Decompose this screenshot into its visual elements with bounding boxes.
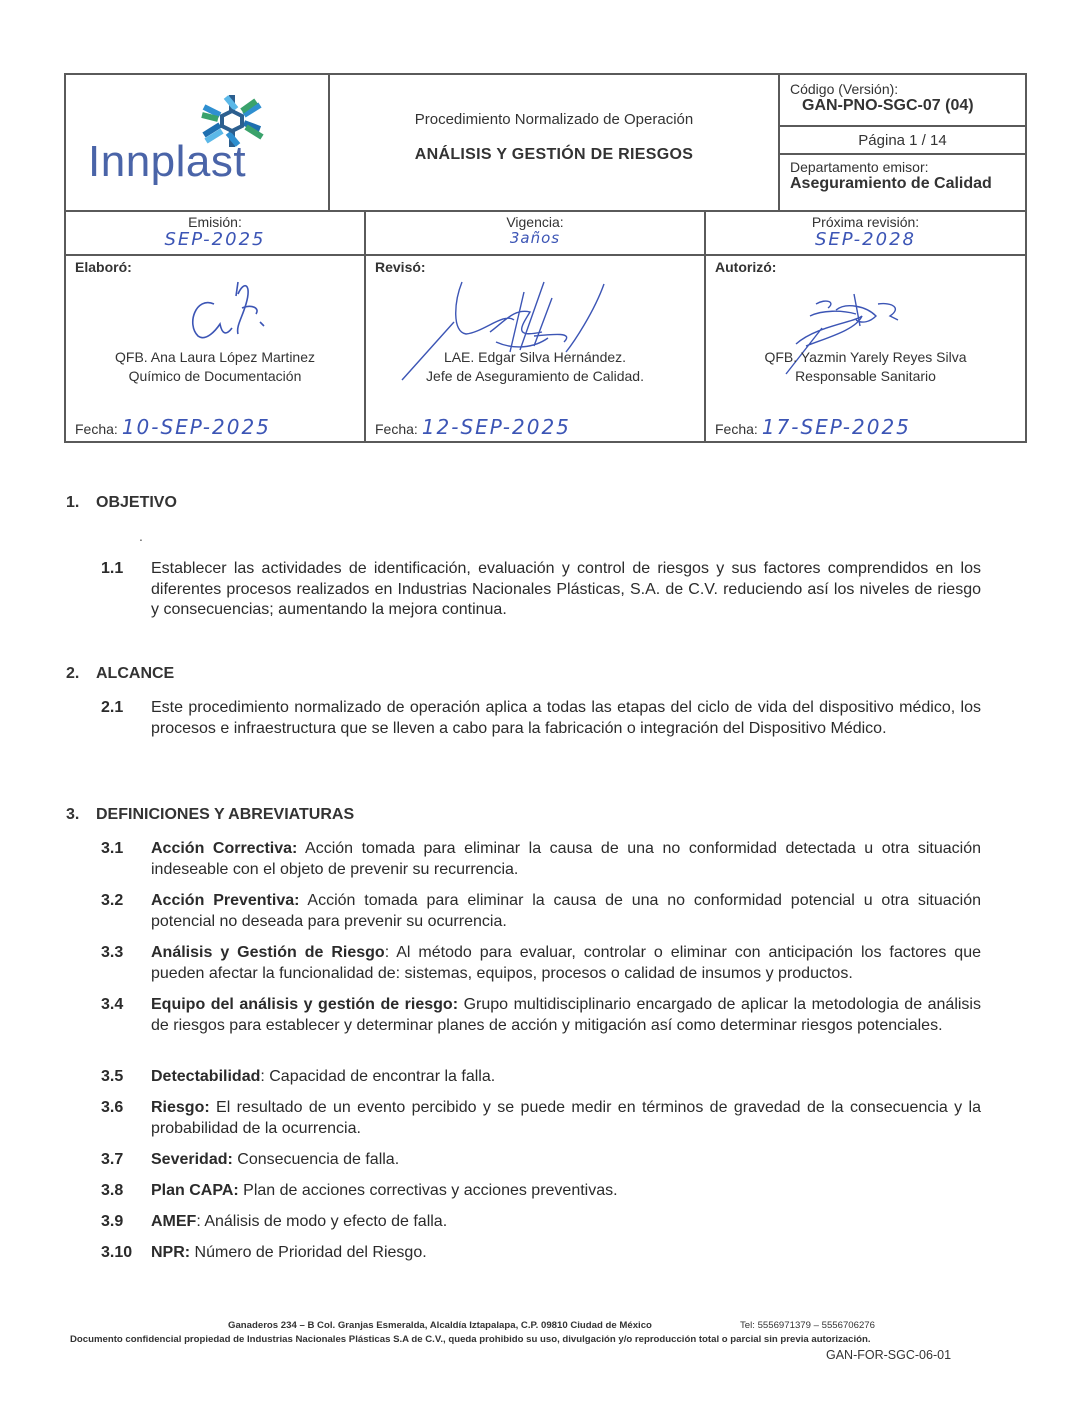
- fecha-field: [375, 415, 571, 439]
- fecha-label: Fecha:: [715, 421, 758, 437]
- definition-item: 3.6 Riesgo: El resultado de un evento percibido y se puede medir en términos de gravedad de la consecuencia y la probabilidad de la ocurrencia.: [101, 1099, 981, 1137]
- definition-item: 3.2 Acción Preventiva: Acción tomada para eliminar la causa de una no conformidad potencial u otra situación potencial no deseada para prevenir su ocurrencia.: [101, 892, 981, 930]
- role-label: Elaboró:: [75, 259, 132, 275]
- definition-item: 3.7 Severidad: Consecuencia de falla.: [101, 1151, 400, 1168]
- fecha-field: [75, 415, 271, 439]
- section-heading: 3. DEFINICIONES Y ABREVIATURAS: [66, 806, 355, 823]
- reviso-cell: [366, 256, 706, 441]
- document-meta: [780, 75, 1025, 210]
- stray-mark: .: [139, 528, 143, 544]
- definition-item: 3.1 Acción Correctiva: Acción tomada para eliminar la causa de una no conformidad detectada u otra situación indeseable con el objeto de prevenir su recurrencia.: [101, 840, 981, 878]
- company-logo: [66, 75, 330, 210]
- autorizo-cell: [706, 256, 1025, 441]
- dept-value: Aseguramiento de Calidad: [790, 175, 992, 192]
- list-item: 2.1 Este procedimiento normalizado de operación aplica a todas las etapas del ciclo de vida del dispositivo médico, los procesos e infraestructura que se lleven a cabo para la fabricación o integración del Dispositivo Médico.: [101, 699, 981, 737]
- dates-row: [66, 211, 1025, 256]
- revision-cell: [706, 211, 1025, 254]
- approver-title: Jefe de Aseguramiento de Calidad.: [426, 368, 644, 384]
- role-label: Revisó:: [375, 259, 426, 275]
- footer-address: Ganaderos 234 – B Col. Granjas Esmeralda, Alcaldía Iztapalapa, C.P. 09810 Ciudad de México: [228, 1320, 652, 1331]
- vigencia-value: 3años: [509, 229, 561, 247]
- logo-text: Innplast: [88, 137, 247, 186]
- fecha-value: 17-SEP-2025: [761, 415, 911, 439]
- definition-item: 3.4 Equipo del análisis y gestión de riesgo: Grupo multidisciplinario encargado de aplicar la metodologia de análisis de riesgos para establecer y determinar planes de acción y mitigación así como determinar riesgos potenciales.: [101, 996, 981, 1034]
- revision-label: Próxima revisión:: [811, 214, 920, 230]
- vigencia-label: Vigencia:: [506, 214, 564, 230]
- fecha-value: 12-SEP-2025: [421, 415, 571, 439]
- fecha-label: Fecha:: [375, 421, 418, 437]
- section-heading: 1. OBJETIVO: [66, 494, 177, 511]
- approver-name: LAE. Edgar Silva Hernández.: [443, 349, 627, 365]
- elaboro-cell: [66, 256, 366, 441]
- fecha-label: Fecha:: [75, 421, 118, 437]
- emision-value: SEP-2025: [164, 229, 266, 250]
- fecha-field: [715, 415, 911, 439]
- fecha-value: 10-SEP-2025: [121, 415, 271, 439]
- signature-icon: [176, 274, 286, 344]
- definition-item: 3.8 Plan CAPA: Plan de acciones correctivas y acciones preventivas.: [101, 1182, 618, 1199]
- list-item: 1.1 Establecer las actividades de identificación, evaluación y control de riesgos y sus factores comprendidos en los diferentes procesos realizados en Industrias Nacionales Plásticas, S.A. de C.V. reduciendo así los niveles de riesgo y consecuencias; aumentando la mejora continua.: [101, 560, 981, 618]
- dept-label: Departamento emisor:: [790, 159, 929, 175]
- section-heading: 2. ALCANCE: [66, 665, 175, 682]
- signatures-row: [66, 256, 1025, 441]
- code-cell: [780, 75, 1025, 127]
- document-title: ANÁLISIS Y GESTIÓN DE RIESGOS: [414, 146, 694, 163]
- approver-name: QFB. Yazmin Yarely Reyes Silva: [764, 349, 967, 365]
- document-header: [64, 73, 1027, 212]
- definition-item: 3.3 Análisis y Gestión de Riesgo: Al método para evaluar, controlar o eliminar con anticipación los factores que pueden afectar la funcionalidad de: sistemas, equipos, procesos o calidad de insumos y productos.: [101, 944, 981, 982]
- footer-confidential-notice: Documento confidencial propiedad de Industrias Nacionales Plásticas S.A de C.V., queda prohibido su uso, divulgación y/o reproducción total o parcial sin previa autorización.: [70, 1334, 871, 1345]
- definition-item: 3.10 NPR: Número de Prioridad del Riesgo.: [101, 1244, 427, 1261]
- approver-info: [706, 348, 1025, 386]
- page-number: Página 1 / 14: [780, 127, 1025, 155]
- definition-item: 3.5 Detectabilidad: Capacidad de encontrar la falla.: [101, 1068, 496, 1085]
- approver-title: Responsable Sanitario: [795, 368, 936, 384]
- dept-cell: [780, 155, 1025, 210]
- vigencia-cell: [366, 211, 706, 254]
- footer-form-code: GAN-FOR-SGC-06-01: [826, 1348, 952, 1362]
- document-title-block: [330, 75, 780, 210]
- code-label: Código (Versión):: [790, 81, 899, 97]
- approver-name: QFB. Ana Laura López Martinez: [115, 349, 315, 365]
- role-label: Autorizó:: [715, 259, 777, 275]
- definition-item: 3.9 AMEF: Análisis de modo y efecto de falla.: [101, 1213, 448, 1230]
- approver-info: [66, 348, 364, 386]
- document-type: Procedimiento Normalizado de Operación: [414, 111, 694, 128]
- emision-label: Emisión:: [188, 214, 242, 230]
- approver-info: [366, 348, 704, 386]
- emision-cell: [66, 211, 366, 254]
- footer-phone: Tel: 5556971379 – 5556706276: [740, 1320, 875, 1331]
- approver-title: Químico de Documentación: [128, 368, 302, 384]
- code-value: GAN-PNO-SGC-07 (04): [802, 97, 974, 114]
- revision-value: SEP-2028: [815, 229, 916, 250]
- approval-table: [64, 211, 1027, 443]
